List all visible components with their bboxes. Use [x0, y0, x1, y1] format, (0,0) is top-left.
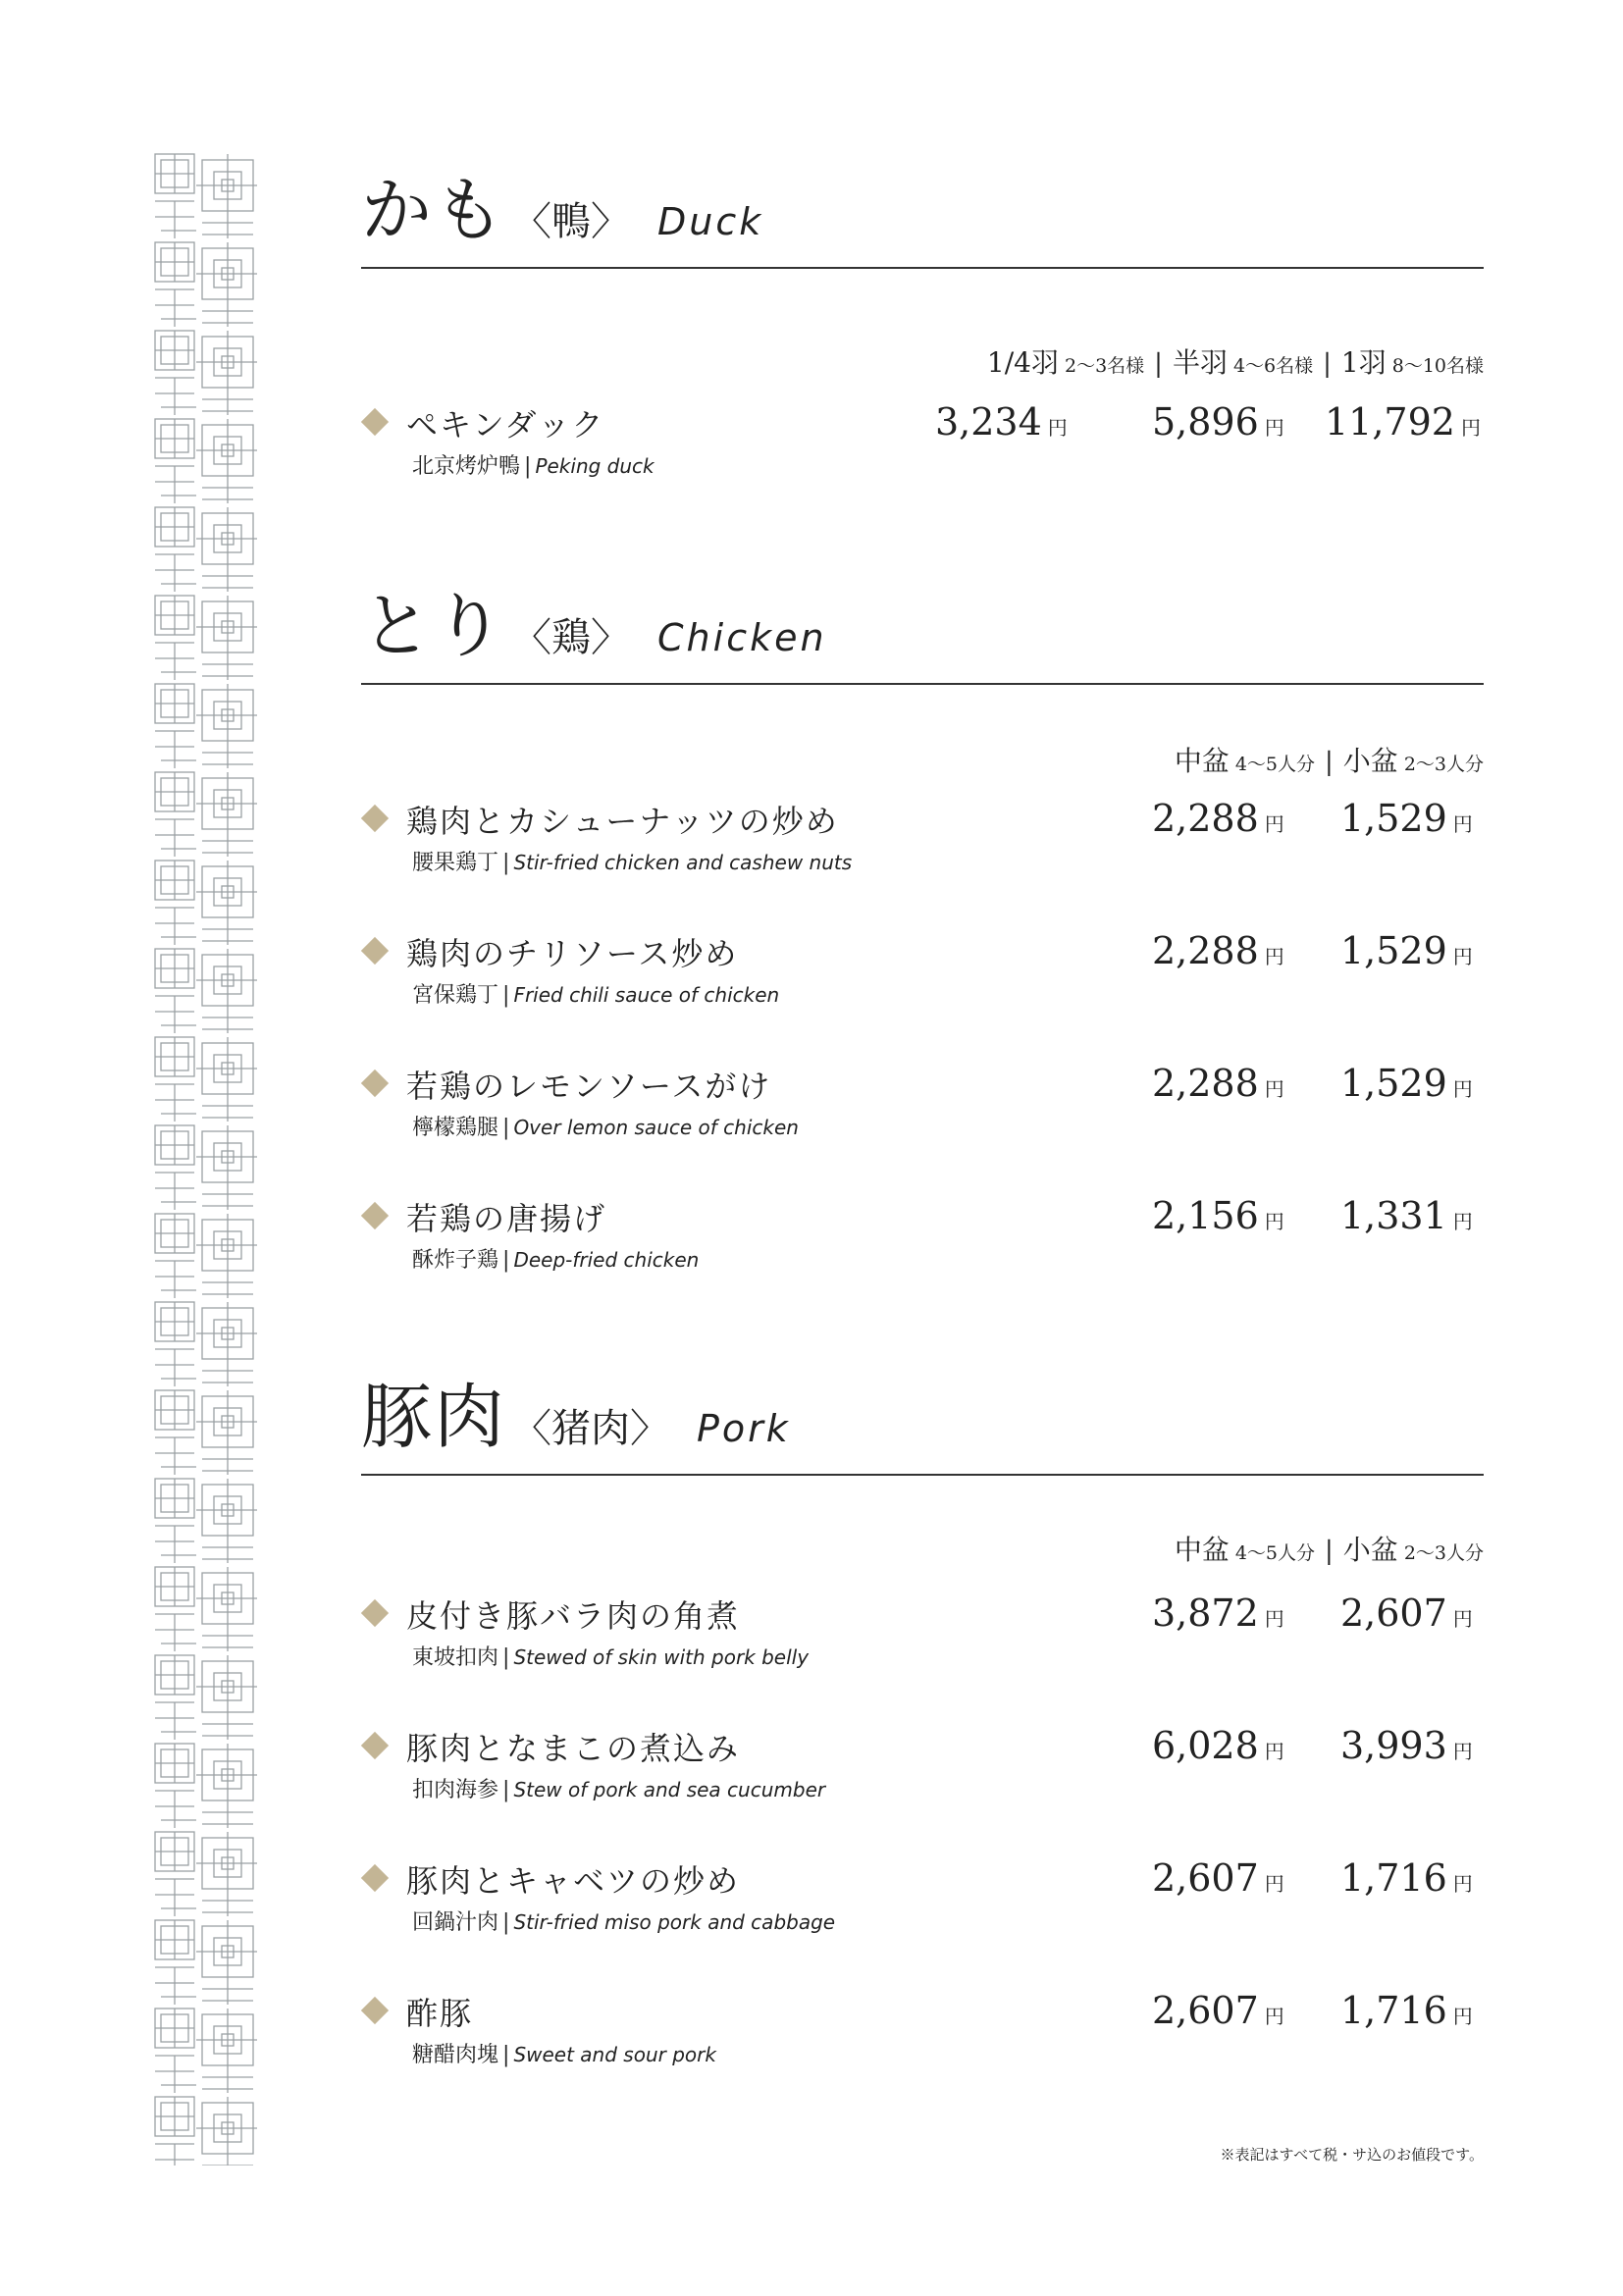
yen-unit: 円: [1264, 1077, 1284, 1101]
price-value: 1,716: [1340, 1989, 1447, 2032]
yen-unit: 円: [1452, 945, 1473, 968]
price-value: 2,607: [1340, 1592, 1447, 1635]
duck-column-headers: [987, 341, 1484, 381]
col-medium-label: 中盆: [1174, 745, 1230, 777]
item-name: 若鶏の唐揚げ: [406, 1200, 607, 1237]
subtitle-separator: |: [502, 1248, 510, 1273]
item-subtitle: [412, 2038, 716, 2068]
yen-unit: 円: [1264, 945, 1284, 968]
item-chinese-name: 酥炸子鶏: [412, 1248, 499, 1273]
item-chinese-name: 檸檬鶏腿: [412, 1116, 499, 1140]
price-value: 2,607: [1152, 1989, 1259, 2032]
subtitle-separator: |: [502, 1778, 510, 1802]
price-small: [1340, 1062, 1473, 1105]
subtitle-separator: |: [524, 454, 532, 479]
item-chinese-name: 扣肉海参: [412, 1778, 499, 1802]
diamond-bullet-icon: [361, 1599, 389, 1627]
yen-unit: 円: [1452, 2005, 1473, 2028]
item-chinese-name: 腰果鶏丁: [412, 851, 499, 875]
menu-item-chicken-lemon: [361, 1062, 1484, 1160]
col-medium-sub: 4〜5人分: [1234, 754, 1316, 775]
yen-unit: 円: [1264, 812, 1284, 836]
price-value: 1,529: [1340, 797, 1447, 840]
price-value: 6,028: [1152, 1724, 1259, 1767]
section-header-pork: [361, 1364, 1484, 1476]
col-small-sub: 2〜3人分: [1403, 1542, 1484, 1564]
item-subtitle: [412, 978, 779, 1009]
pork-column-headers: [1175, 1529, 1484, 1568]
col-whole-sub: 8〜10名様: [1391, 355, 1484, 377]
item-name: 鶏肉とカシューナッツの炒め: [406, 803, 839, 840]
col-medium-label: 中盆: [1174, 1534, 1230, 1566]
chicken-column-headers: [1175, 740, 1484, 779]
price-medium: [1152, 1989, 1284, 2032]
menu-item-sweet-sour-pork: [361, 1989, 1484, 2087]
price-small: [1340, 1724, 1473, 1767]
item-subtitle: [412, 1773, 825, 1803]
yen-unit: 円: [1452, 1872, 1473, 1896]
menu-item-peking-duck: [361, 400, 1484, 498]
section-title-en: Chicken: [657, 616, 827, 659]
item-subtitle: [412, 449, 654, 480]
col-separator: |: [1154, 349, 1163, 379]
item-name: 皮付き豚バラ肉の角煮: [406, 1597, 741, 1635]
item-english-name: Peking duck: [535, 454, 654, 478]
yen-unit: 円: [1452, 1740, 1473, 1763]
diamond-bullet-icon: [361, 1864, 389, 1892]
col-medium-sub: 4〜5人分: [1234, 1542, 1316, 1564]
col-quarter-sub: 2〜3名様: [1064, 355, 1145, 377]
subtitle-separator: |: [502, 851, 510, 875]
section-title-kanji: 〈鶏〉: [512, 615, 631, 660]
menu-item-chicken-fried: [361, 1194, 1484, 1292]
yen-unit: 円: [1452, 812, 1473, 836]
diamond-bullet-icon: [361, 1070, 389, 1097]
item-english-name: Over lemon sauce of chicken: [513, 1116, 799, 1139]
yen-unit: 円: [1047, 416, 1068, 440]
section-divider: [361, 683, 1484, 685]
item-name: 豚肉とキャベツの炒め: [406, 1862, 741, 1900]
item-subtitle: [412, 1641, 809, 1671]
item-chinese-name: 東坡扣肉: [412, 1645, 499, 1670]
price-value: 3,872: [1152, 1592, 1259, 1635]
price-medium: [1152, 1856, 1284, 1900]
price-value: 1,716: [1340, 1856, 1447, 1900]
price-value: 3,993: [1340, 1724, 1447, 1767]
menu-item-chicken-chili: [361, 929, 1484, 1027]
yen-unit: 円: [1452, 1077, 1473, 1101]
price-medium: [1152, 1194, 1284, 1237]
subtitle-separator: |: [502, 1116, 510, 1140]
item-subtitle: [412, 1111, 799, 1141]
item-subtitle: [412, 1243, 699, 1274]
price-value: 1,331: [1340, 1194, 1447, 1237]
price-small: [1340, 1592, 1473, 1635]
diamond-bullet-icon: [361, 1202, 389, 1229]
item-name: 豚肉となまこの煮込み: [406, 1730, 741, 1767]
item-english-name: Fried chili sauce of chicken: [513, 983, 780, 1007]
menu-item-pork-cabbage: [361, 1856, 1484, 1955]
section-divider: [361, 267, 1484, 269]
price-value: 2,288: [1152, 797, 1259, 840]
col-small-sub: 2〜3人分: [1403, 754, 1484, 775]
item-subtitle: [412, 846, 852, 876]
section-title-jp: かも: [361, 169, 507, 251]
diamond-bullet-icon: [361, 1997, 389, 2024]
price-value: 1,529: [1340, 929, 1447, 972]
price-half: [1152, 400, 1284, 444]
item-name: 鶏肉のチリソース炒め: [406, 935, 739, 972]
section-title-jp: とり: [361, 585, 507, 667]
item-subtitle: [412, 1905, 835, 1936]
price-value: 2,288: [1152, 929, 1259, 972]
price-small: [1340, 929, 1473, 972]
col-small-label: 小盆: [1342, 745, 1398, 777]
subtitle-separator: |: [502, 1645, 510, 1670]
section-title-kanji: 〈猪肉〉: [512, 1406, 670, 1451]
subtitle-separator: |: [502, 983, 510, 1008]
section-title-en: Pork: [697, 1407, 791, 1450]
price-medium: [1152, 797, 1284, 840]
yen-unit: 円: [1460, 416, 1481, 440]
section-title-en: Duck: [657, 200, 764, 243]
item-english-name: Sweet and sour pork: [513, 2043, 716, 2066]
price-medium: [1152, 1592, 1284, 1635]
diamond-bullet-icon: [361, 937, 389, 965]
subtitle-separator: |: [502, 2043, 510, 2067]
col-half-sub: 4〜6名様: [1232, 355, 1314, 377]
col-separator: |: [1325, 1537, 1334, 1566]
price-medium: [1152, 1724, 1284, 1767]
item-name: 酢豚: [406, 1995, 474, 2032]
diamond-bullet-icon: [361, 1732, 389, 1759]
price-value: 5,896: [1152, 400, 1259, 444]
price-medium: [1152, 1062, 1284, 1105]
price-small: [1340, 797, 1473, 840]
yen-unit: 円: [1264, 2005, 1284, 2028]
item-chinese-name: 糖醋肉塊: [412, 2043, 499, 2067]
item-english-name: Stir-fried miso pork and cabbage: [513, 1910, 836, 1934]
item-name: ペキンダック: [406, 406, 605, 444]
item-chinese-name: 回鍋汁肉: [412, 1910, 499, 1935]
menu-item-chicken-cashew: [361, 797, 1484, 895]
menu-item-pork-sea-cucumber: [361, 1724, 1484, 1822]
yen-unit: 円: [1452, 1607, 1473, 1631]
yen-unit: 円: [1264, 416, 1284, 440]
price-value: 1,529: [1340, 1062, 1447, 1105]
item-name: 若鶏のレモンソースがけ: [406, 1068, 772, 1105]
item-english-name: Stew of pork and sea cucumber: [513, 1778, 826, 1801]
yen-unit: 円: [1264, 1740, 1284, 1763]
subtitle-separator: |: [502, 1910, 510, 1935]
yen-unit: 円: [1264, 1872, 1284, 1896]
lattice-border-pattern: [153, 152, 257, 2166]
col-whole-label: 1羽: [1340, 346, 1387, 379]
section-divider: [361, 1474, 1484, 1476]
price-small: [1340, 1194, 1473, 1237]
price-value: 2,607: [1152, 1856, 1259, 1900]
price-value: 2,288: [1152, 1062, 1259, 1105]
diamond-bullet-icon: [361, 408, 389, 436]
price-value: 11,792: [1325, 400, 1455, 444]
item-chinese-name: 宮保鶏丁: [412, 983, 499, 1008]
col-small-label: 小盆: [1342, 1534, 1398, 1566]
price-medium: [1152, 929, 1284, 972]
yen-unit: 円: [1452, 1210, 1473, 1233]
yen-unit: 円: [1264, 1607, 1284, 1631]
section-title-kanji: 〈鴨〉: [512, 199, 631, 244]
section-title-jp: 豚肉: [361, 1376, 507, 1458]
item-english-name: Deep-fried chicken: [513, 1248, 700, 1272]
yen-unit: 円: [1264, 1210, 1284, 1233]
price-value: 3,234: [935, 400, 1042, 444]
col-half-label: 半羽: [1172, 346, 1228, 379]
item-english-name: Stir-fried chicken and cashew nuts: [513, 851, 853, 874]
price-small: [1340, 1856, 1473, 1900]
tax-note: ※表記はすべて税・サ込のお値段です。: [1220, 2146, 1484, 2164]
col-separator: |: [1323, 349, 1332, 379]
price-whole: [1325, 400, 1481, 444]
diamond-bullet-icon: [361, 805, 389, 832]
item-english-name: Stewed of skin with pork belly: [513, 1645, 810, 1669]
section-header-duck: [361, 157, 1484, 269]
item-chinese-name: 北京烤炉鴨: [412, 454, 521, 479]
section-header-chicken: [361, 573, 1484, 685]
price-quarter: [935, 400, 1068, 444]
price-value: 2,156: [1152, 1194, 1259, 1237]
col-separator: |: [1325, 748, 1334, 777]
col-quarter-label: 1/4羽: [986, 346, 1059, 379]
price-small: [1340, 1989, 1473, 2032]
menu-item-pork-belly: [361, 1592, 1484, 1690]
